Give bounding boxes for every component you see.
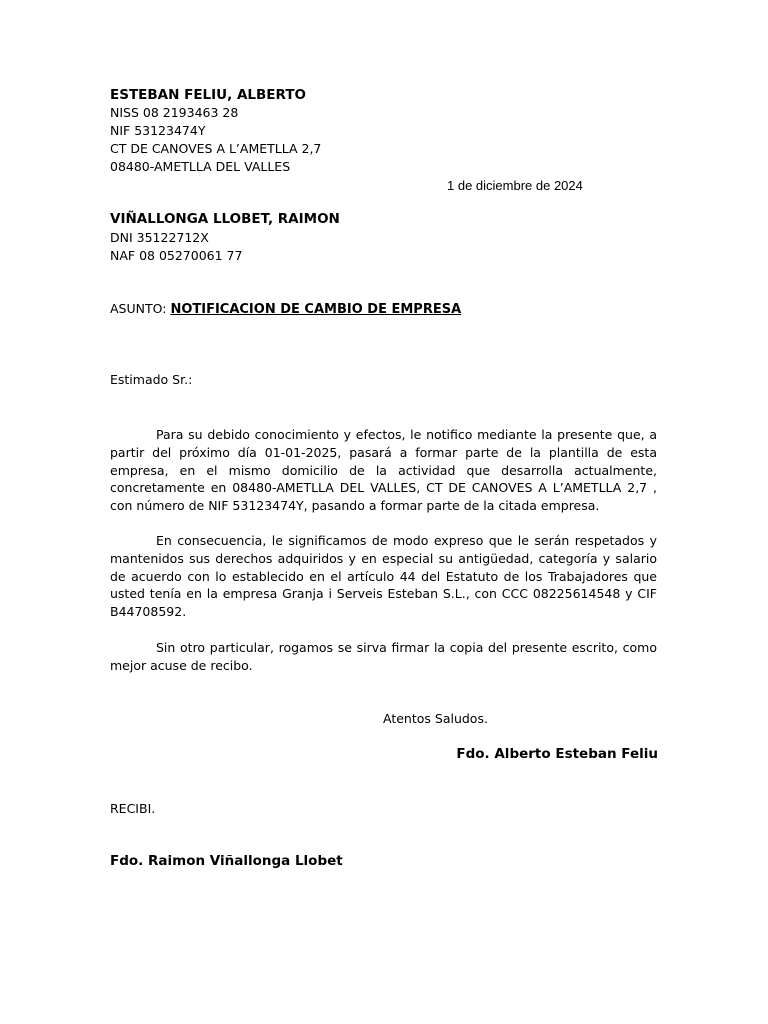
recipient-dni: DNI 35122712X xyxy=(110,230,209,245)
body-paragraph-2: En consecuencia, le significamos de modo expreso que le serán respetados y mantenidos sus derechos adquiridos y en especial su antigüedad, categoría y salario de acuerdo con lo establecido en el artículo 44 del Estatuto de los Trabajadores que usted tenía en la empresa Granja i Serveis Esteban S.L., con CCC 08225614548 y CIF B44708592. xyxy=(110,533,657,620)
sender-niss: NISS 08 2193463 28 xyxy=(110,105,239,120)
recipient-signature: Fdo. Raimon Viñallonga Llobet xyxy=(110,853,343,869)
sender-signature: Fdo. Alberto Esteban Feliu xyxy=(456,746,658,762)
sender-city: 08480-AMETLLA DEL VALLES xyxy=(110,159,291,174)
sender-name: ESTEBAN FELIU, ALBERTO xyxy=(110,87,307,103)
closing-text: Atentos Saludos. xyxy=(383,711,488,726)
body-paragraph-3: Sin otro particular, rogamos se sirva firmar la copia del presente escrito, como mejor acuse de recibo. xyxy=(110,640,657,673)
subject-line xyxy=(110,300,461,319)
subject-label: ASUNTO: xyxy=(110,301,171,316)
body-paragraph-1: Para su debido conocimiento y efectos, le notifico mediante la presente que, a partir del próximo día 01-01-2025, pasará a formar parte de la plantilla de esta empresa, en el mismo domicilio de la actividad que desarrolla actualmente, concretamente en 08480-AMETLLA DEL VALLES, CT DE CANOVES A L’AMETLLA 2,7 , con número de NIF 53123474Y, pasando a formar parte de la citada empresa. xyxy=(110,427,657,514)
letter-date: 1 de diciembre de 2024 xyxy=(447,178,583,193)
recipient-naf: NAF 08 05270061 77 xyxy=(110,248,243,263)
subject-title: NOTIFICACION DE CAMBIO DE EMPRESA xyxy=(170,302,462,317)
greeting: Estimado Sr.: xyxy=(110,372,193,387)
receipt-label: RECIBI. xyxy=(110,801,156,816)
sender-address: CT DE CANOVES A L’AMETLLA 2,7 xyxy=(110,141,322,156)
sender-nif: NIF 53123474Y xyxy=(110,123,206,138)
recipient-name: VIÑALLONGA LLOBET, RAIMON xyxy=(110,211,340,227)
